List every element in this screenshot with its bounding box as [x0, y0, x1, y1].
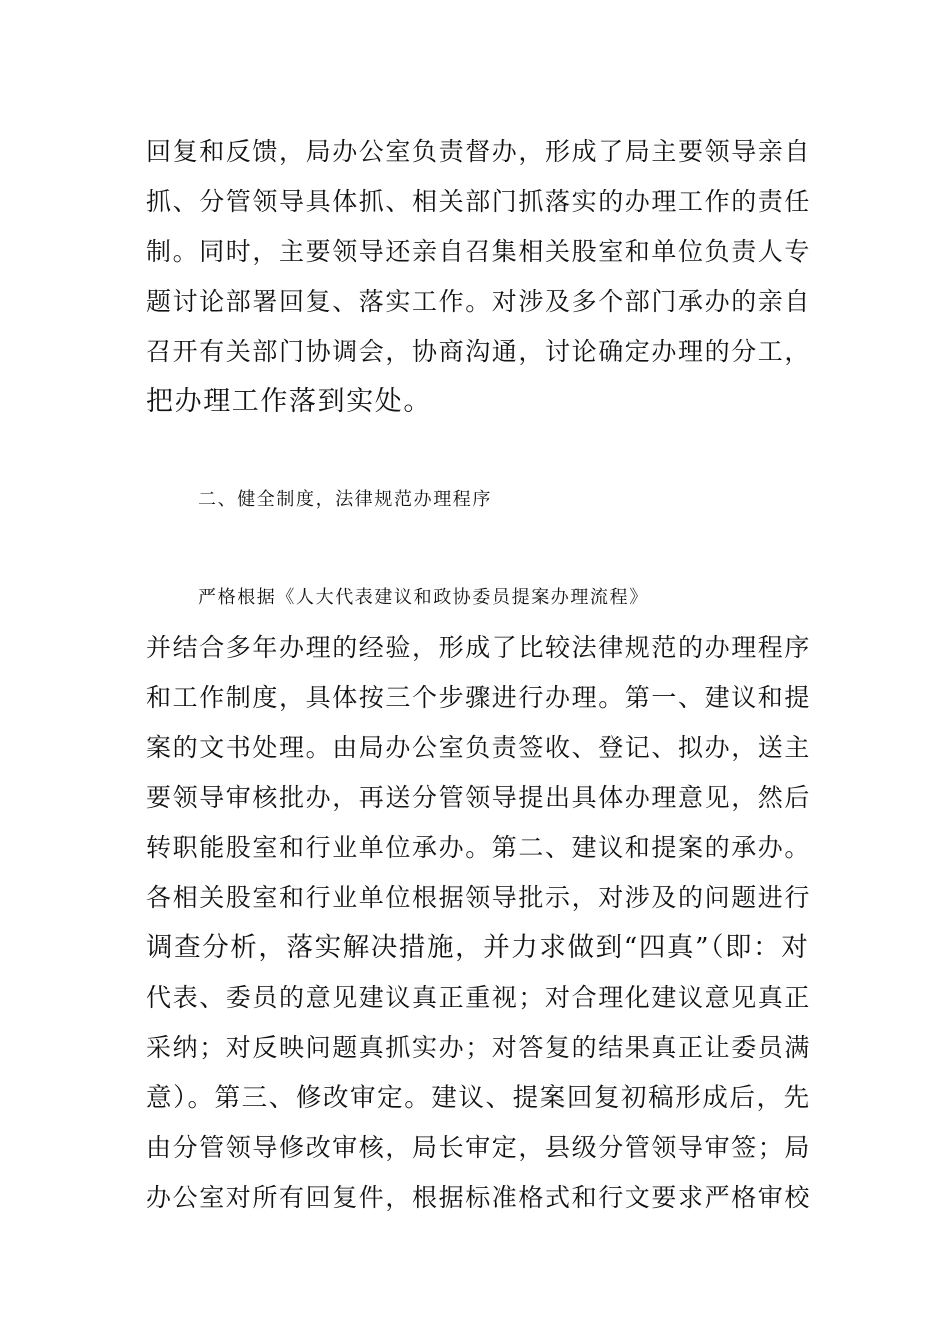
- paragraph-1-line-4: 题讨论部署回复、落实工作。对涉及多个部门承办的亲自: [146, 287, 812, 316]
- paragraph-1-line-1: 回复和反馈，局办公室负责督办，形成了局主要领导亲自: [146, 137, 812, 166]
- paragraph-2-line-13: 办公室对所有回复件，根据标准格式和行文要求严格审校: [146, 1183, 812, 1212]
- paragraph-2-line-5: 要领导审核批办，再送分管领导提出具体办理意见，然后: [146, 783, 812, 812]
- section-heading: 二、健全制度，法律规范办理程序: [198, 489, 492, 510]
- paragraph-1-line-6: 把办理工作落到实处。: [146, 386, 432, 417]
- paragraph-1-line-5: 召开有关部门协调会，协商沟通，讨论确定办理的分工，: [146, 337, 812, 366]
- paragraph-2-line-6: 转职能股室和行业单位承办。第二、建议和提案的承办。: [146, 833, 812, 862]
- paragraph-2-line-10: 采纳；对反映问题真抓实办；对答复的结果真正让委员满: [146, 1033, 812, 1062]
- paragraph-2-line-11: 意）。第三、修改审定。建议、提案回复初稿形成后，先: [146, 1083, 811, 1113]
- paragraph-1-line-3: 制。同时，主要领导还亲自召集相关股室和单位负责人专: [146, 237, 812, 266]
- paragraph-2-line-7: 各相关股室和行业单位根据领导批示，对涉及的问题进行: [146, 883, 812, 912]
- paragraph-2-line-3: 和工作制度，具体按三个步骤进行办理。第一、建议和提: [146, 683, 812, 712]
- paragraph-2-line-1: 严格根据《人大代表建议和政协委员提案办理流程》: [198, 587, 649, 608]
- paragraph-2-line-9: 代表、委员的意见建议真正重视；对合理化建议意见真正: [146, 983, 812, 1012]
- paragraph-2-line-12: 由分管领导修改审核，局长审定，县级分管领导审签；局: [146, 1133, 812, 1162]
- paragraph-2-line-2: 并结合多年办理的经验，形成了比较法律规范的办理程序: [146, 633, 812, 662]
- paragraph-1-line-2: 抓、分管领导具体抓、相关部门抓落实的办理工作的责任: [146, 187, 812, 216]
- paragraph-2-line-4: 案的文书处理。由局办公室负责签收、登记、拟办，送主: [146, 733, 812, 762]
- paragraph-2-line-8: 调查分析，落实解决措施，并力求做到“四真”（即：对: [146, 932, 810, 963]
